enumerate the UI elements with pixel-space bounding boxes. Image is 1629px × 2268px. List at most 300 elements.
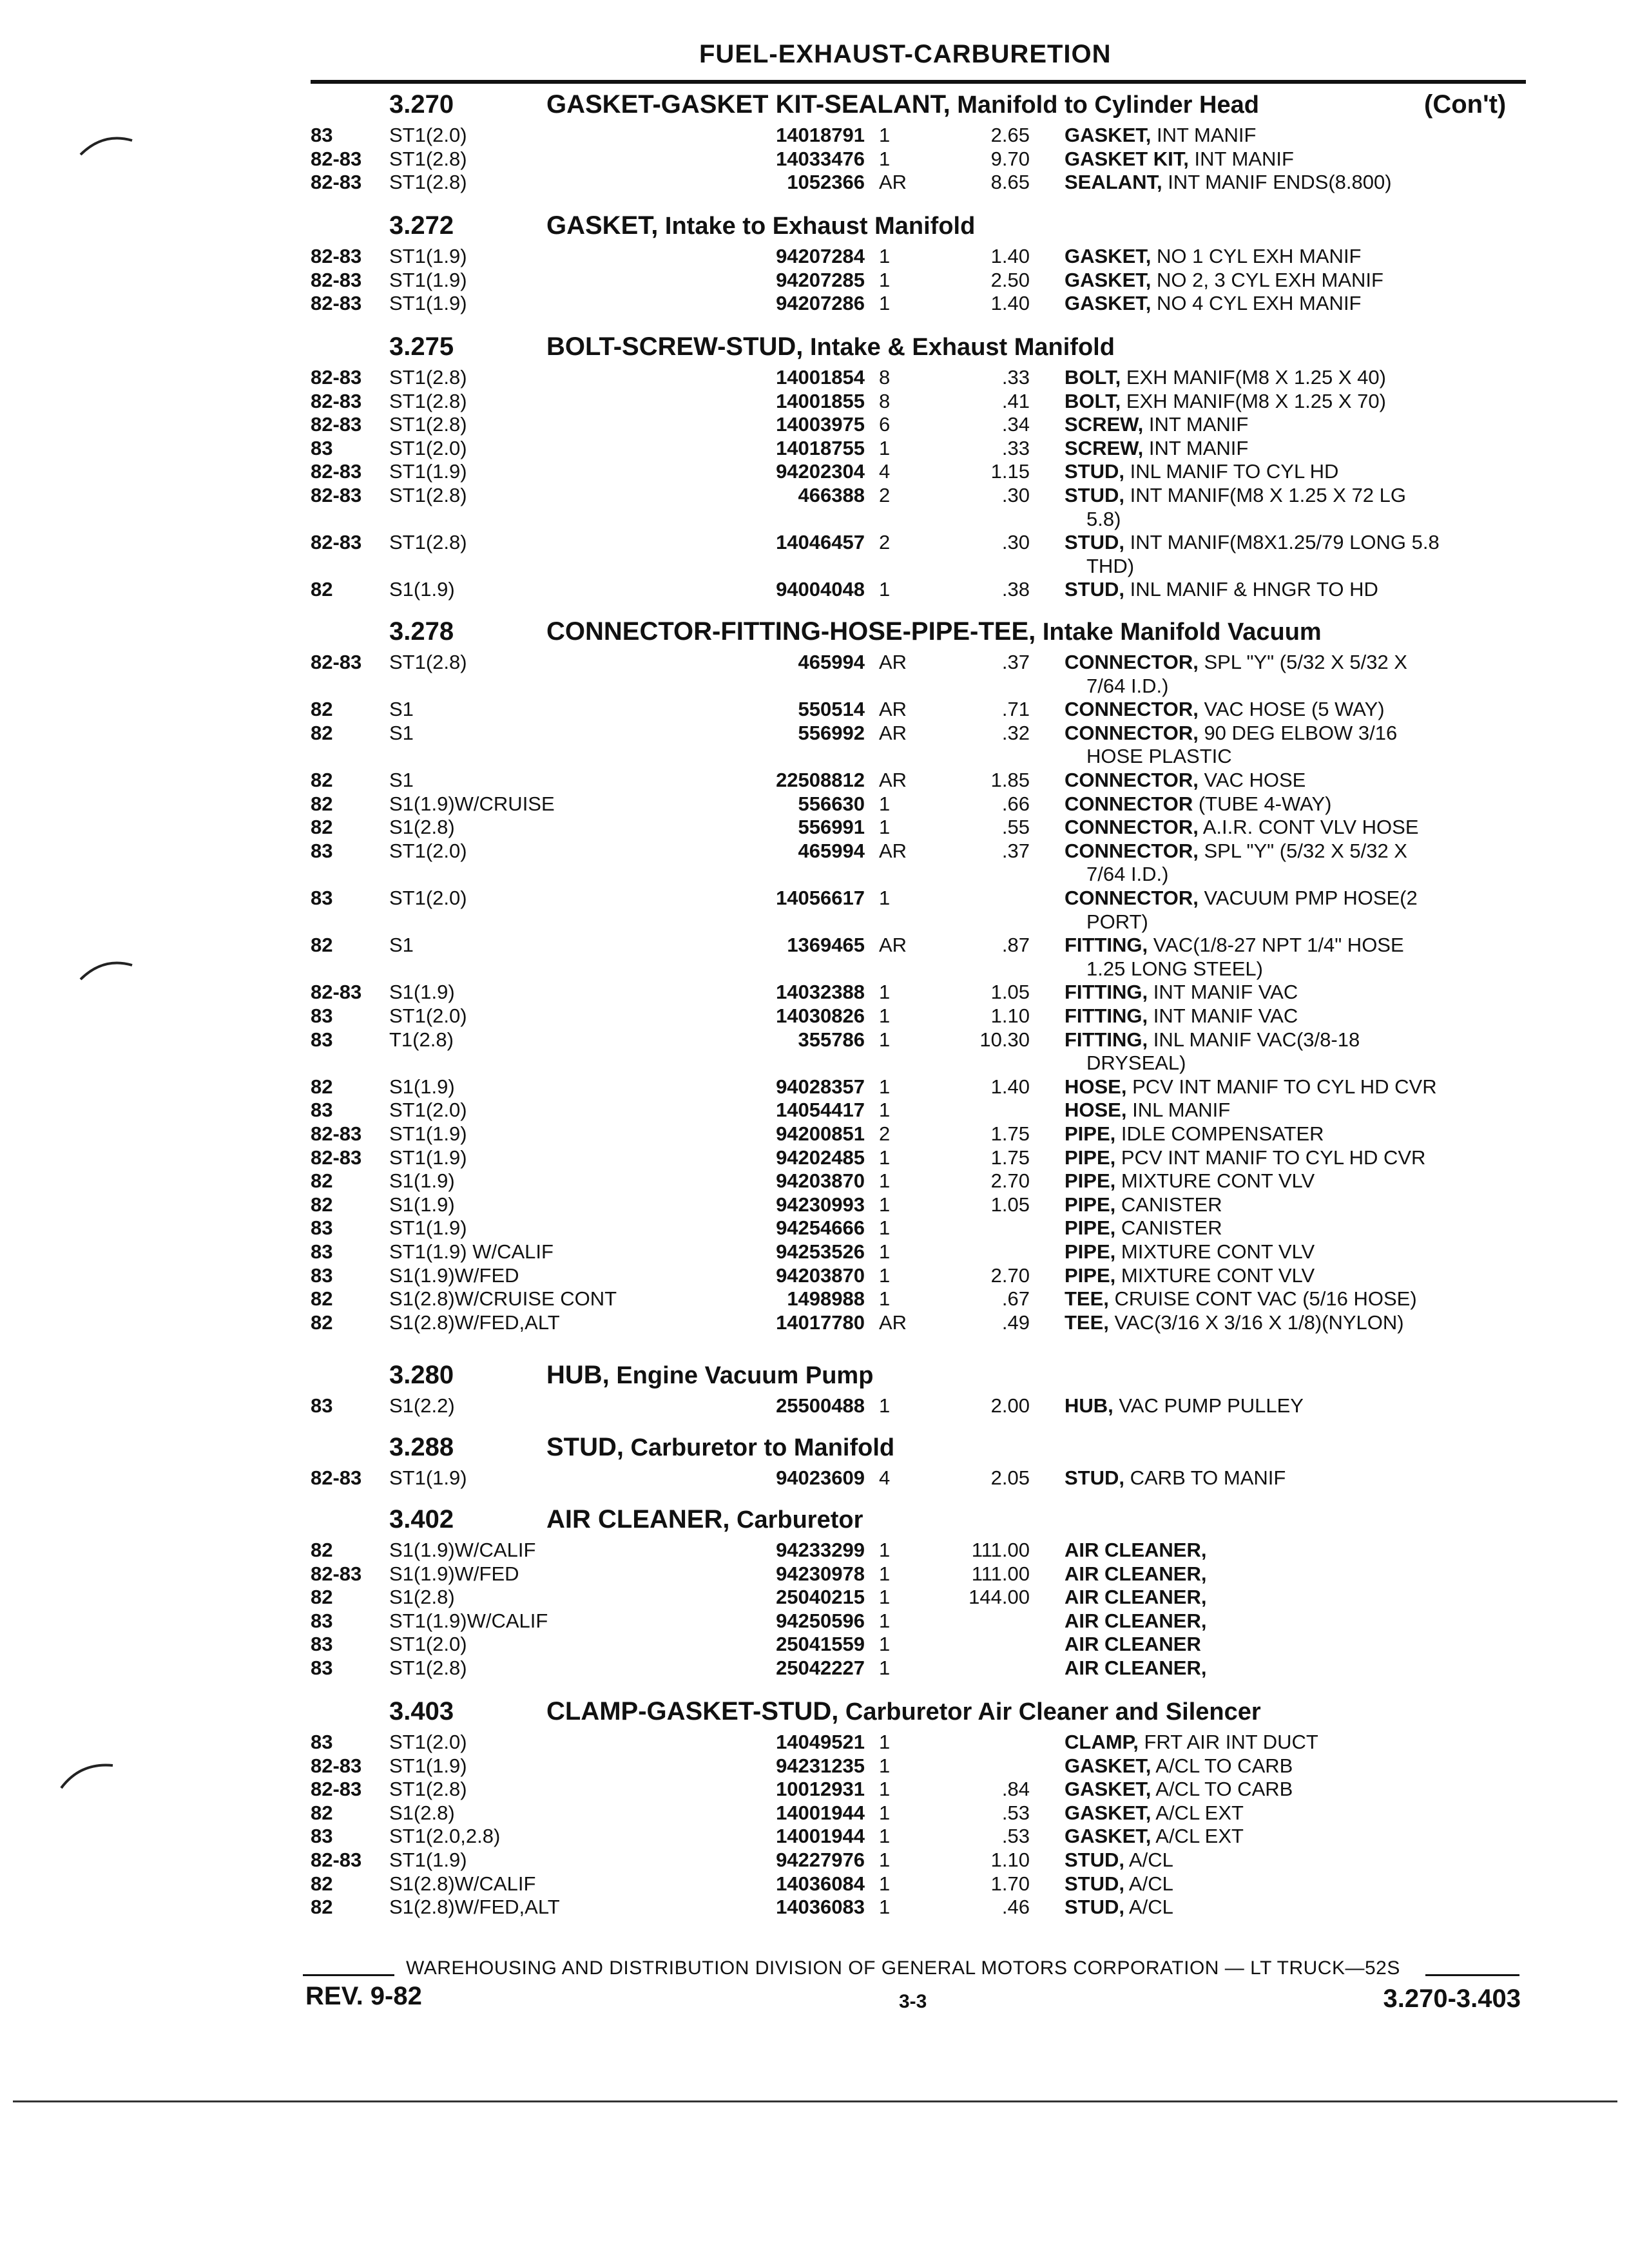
description-keyword: BOLT, — [1065, 366, 1121, 389]
quantity-cell: 1 — [879, 1193, 891, 1216]
model-cell: ST1(2.0) — [389, 1099, 467, 1122]
description-keyword: SCREW, — [1065, 436, 1144, 459]
quantity-cell: 1 — [879, 1778, 891, 1801]
year-cell: 83 — [311, 1216, 333, 1240]
bottom-edge-rule — [13, 2100, 1617, 2102]
part-number-cell: 465994 — [798, 839, 865, 862]
table-row — [0, 1849, 1629, 1872]
description-cell — [1065, 651, 1528, 674]
table-row — [0, 1562, 1629, 1586]
description-cell — [1065, 769, 1528, 792]
price-cell: 10.30 — [979, 1028, 1030, 1051]
model-cell: ST1(1.9)W/CALIF — [389, 1609, 548, 1632]
table-row-continuation — [0, 910, 1629, 934]
description-cell — [1065, 245, 1528, 268]
description-text: NO 4 CYL EXH MANIF — [1151, 292, 1362, 315]
description-text: VAC HOSE (5 WAY) — [1198, 698, 1385, 721]
description-keyword: CONNECTOR, — [1065, 721, 1199, 744]
description-continuation: 7/64 I.D.) — [1086, 863, 1169, 886]
model-cell: S1 — [389, 769, 414, 791]
description-text: A/CL EXT — [1151, 1825, 1244, 1848]
quantity-cell: 1 — [879, 1754, 891, 1777]
model-cell: T1(2.8) — [389, 1028, 454, 1051]
page-header-title: FUEL-EXHAUST-CARBURETION — [699, 40, 1112, 68]
section-title-desc: Carburetor to Manifold — [624, 1434, 895, 1461]
description-text: CARB TO MANIF — [1124, 1466, 1286, 1489]
quantity-cell: 1 — [879, 578, 891, 601]
description-text: INT MANIF ENDS(8.800) — [1162, 171, 1392, 194]
description-keyword: STUD, — [1065, 531, 1124, 554]
table-row — [0, 413, 1629, 436]
model-cell: S1(1.9) — [389, 1169, 455, 1193]
section-number: 3.280 — [389, 1361, 454, 1389]
model-cell: ST1(1.9) — [389, 268, 467, 291]
year-cell: 82-83 — [311, 245, 362, 267]
description-text: INL MANIF — [1126, 1099, 1231, 1122]
price-cell: 2.00 — [990, 1394, 1030, 1417]
description-keyword: TEE, — [1065, 1287, 1109, 1311]
table-row-continuation — [0, 745, 1629, 768]
description-text: A/CL EXT — [1151, 1801, 1244, 1824]
quantity-cell: AR — [879, 839, 907, 862]
description-text: VACUUM PMP HOSE(2 — [1198, 887, 1418, 909]
model-cell: S1 — [389, 698, 414, 721]
model-cell: ST1(2.8) — [389, 651, 467, 673]
section-title-desc: Carburetor — [729, 1506, 863, 1533]
part-number-cell: 14001855 — [776, 389, 865, 412]
description-text: A/CL — [1124, 1872, 1173, 1895]
year-cell: 82 — [311, 1586, 333, 1609]
table-row — [0, 437, 1629, 460]
quantity-cell: 4 — [879, 460, 891, 483]
section-number: 3.403 — [389, 1697, 454, 1725]
section-title-main: CONNECTOR-FITTING-HOSE-PIPE-TEE, — [546, 617, 1036, 646]
price-cell: .84 — [1001, 1778, 1030, 1801]
description-continuation: PORT) — [1086, 910, 1148, 933]
table-row-continuation — [0, 508, 1629, 531]
description-keyword: PIPE, — [1065, 1264, 1116, 1287]
model-cell: ST1(2.0) — [389, 436, 467, 459]
model-cell: ST1(1.9) W/CALIF — [389, 1240, 554, 1263]
description-cell — [1065, 1610, 1528, 1633]
quantity-cell: 1 — [879, 436, 891, 459]
description-text: CRUISE CONT VAC (5/16 HOSE) — [1108, 1287, 1417, 1311]
description-text: INT MANIF VAC — [1148, 981, 1298, 1004]
description-cell — [1065, 793, 1528, 816]
description-text: (TUBE 4-WAY) — [1193, 792, 1332, 815]
model-cell: ST1(2.8) — [389, 1778, 467, 1801]
price-cell: .87 — [1001, 934, 1030, 957]
price-cell: 1.05 — [990, 981, 1030, 1004]
description-text: PCV INT MANIF TO CYL HD CVR — [1126, 1075, 1437, 1098]
table-row — [0, 698, 1629, 721]
description-cell — [1065, 1028, 1528, 1052]
year-cell: 82 — [311, 721, 333, 744]
quantity-cell: 1 — [879, 1169, 891, 1193]
description-text: VAC(1/8-27 NPT 1/4" HOSE — [1148, 934, 1404, 957]
year-cell: 82 — [311, 1193, 333, 1216]
table-row — [0, 245, 1629, 268]
model-cell: S1(1.9)W/CALIF — [389, 1539, 536, 1561]
price-cell: .37 — [1001, 651, 1030, 673]
price-cell: 2.70 — [990, 1169, 1030, 1193]
part-number-cell: 14001944 — [776, 1825, 865, 1848]
quantity-cell: 1 — [879, 1562, 891, 1585]
hole-punch-mark — [77, 954, 135, 986]
part-number-cell: 25500488 — [776, 1394, 865, 1417]
table-row — [0, 1657, 1629, 1680]
section-number: 3.278 — [389, 617, 454, 646]
price-cell: 1.10 — [990, 1849, 1030, 1871]
year-cell: 82 — [311, 698, 333, 721]
description-cell — [1065, 722, 1528, 745]
year-cell: 82-83 — [311, 1778, 362, 1801]
hole-punch-mark — [77, 129, 135, 161]
price-cell: 1.40 — [990, 1075, 1030, 1098]
section-title — [546, 90, 1259, 119]
quantity-cell: 1 — [879, 1004, 891, 1027]
description-keyword: HOSE, — [1065, 1075, 1127, 1098]
year-cell: 82-83 — [311, 413, 362, 436]
year-cell: 82-83 — [311, 292, 362, 315]
table-row — [0, 934, 1629, 957]
quantity-cell: 1 — [879, 1216, 891, 1240]
revision-label: REV. 9-82 — [305, 1982, 422, 2010]
model-cell: ST1(2.8) — [389, 484, 467, 506]
section-title-main: AIR CLEANER, — [546, 1505, 730, 1533]
part-number-cell: 94023609 — [776, 1466, 865, 1489]
table-row — [0, 1586, 1629, 1609]
description-cell — [1065, 1004, 1528, 1028]
description-keyword: AIR CLEANER, — [1065, 1539, 1207, 1561]
description-cell — [1065, 269, 1528, 292]
table-row — [0, 722, 1629, 745]
table-row — [0, 1122, 1629, 1146]
section-title-desc: Intake to Exhaust Manifold — [658, 213, 976, 240]
model-cell: ST1(1.9) — [389, 1216, 467, 1240]
quantity-cell: AR — [879, 171, 907, 194]
year-cell: 82-83 — [311, 1754, 362, 1777]
description-text: INT MANIF — [1143, 413, 1249, 436]
table-row — [0, 148, 1629, 171]
description-cell — [1065, 578, 1528, 601]
part-number-cell: 556630 — [798, 792, 865, 815]
model-cell: ST1(1.9) — [389, 460, 467, 483]
table-row — [0, 390, 1629, 413]
description-cell — [1065, 1849, 1528, 1872]
quantity-cell: 6 — [879, 413, 891, 436]
description-cell — [1065, 1169, 1528, 1193]
quantity-cell: 4 — [879, 1466, 891, 1489]
model-cell: ST1(1.9) — [389, 1146, 467, 1169]
year-cell: 83 — [311, 839, 333, 862]
year-cell: 83 — [311, 1264, 333, 1287]
description-keyword: FITTING, — [1065, 1004, 1148, 1027]
description-cell — [1065, 1633, 1528, 1656]
part-number-cell: 94233299 — [776, 1539, 865, 1561]
section-title-main: STUD, — [546, 1433, 624, 1461]
section-title — [546, 211, 975, 240]
description-cell — [1065, 698, 1528, 721]
year-cell: 82-83 — [311, 147, 362, 170]
price-cell: .30 — [1001, 531, 1030, 554]
description-keyword: PIPE, — [1065, 1193, 1116, 1216]
description-keyword: FITTING, — [1065, 981, 1148, 1004]
description-text: EXH MANIF(M8 X 1.25 X 40) — [1121, 366, 1386, 389]
part-number-cell: 25042227 — [776, 1657, 865, 1679]
quantity-cell: 1 — [879, 1099, 891, 1122]
description-cell — [1065, 1778, 1528, 1801]
quantity-cell: 1 — [879, 816, 891, 839]
part-number-cell: 94254666 — [776, 1216, 865, 1240]
description-cell — [1065, 413, 1528, 436]
part-number-cell: 355786 — [798, 1028, 865, 1051]
section-title — [546, 1361, 873, 1390]
description-text: INL MANIF & HNGR TO HD — [1124, 578, 1378, 601]
price-cell: .34 — [1001, 413, 1030, 436]
quantity-cell: AR — [879, 1311, 907, 1334]
price-cell: .41 — [1001, 389, 1030, 412]
description-cell — [1065, 1193, 1528, 1216]
section-title-desc: Engine Vacuum Pump — [609, 1362, 874, 1389]
description-text: INT MANIF — [1151, 124, 1257, 146]
part-number-cell: 25040215 — [776, 1586, 865, 1609]
year-cell: 83 — [311, 1609, 333, 1632]
part-number-cell: 466388 — [798, 484, 865, 506]
quantity-cell: 1 — [879, 1028, 891, 1051]
table-row — [0, 1099, 1629, 1122]
year-cell: 83 — [311, 1099, 333, 1122]
price-cell: 1.40 — [990, 292, 1030, 315]
description-keyword: PIPE, — [1065, 1122, 1116, 1145]
description-cell — [1065, 1731, 1528, 1754]
description-cell — [1065, 437, 1528, 460]
part-number-cell: 465994 — [798, 651, 865, 673]
description-keyword: GASKET, — [1065, 1825, 1152, 1848]
model-cell: ST1(2.8) — [389, 1657, 467, 1679]
table-row-continuation — [0, 675, 1629, 698]
section-title-main: GASKET-GASKET KIT-SEALANT, — [546, 90, 950, 119]
price-cell: 144.00 — [969, 1586, 1030, 1609]
price-cell: 1.75 — [990, 1146, 1030, 1169]
quantity-cell: AR — [879, 769, 907, 791]
description-keyword: STUD, — [1065, 1466, 1124, 1489]
description-text: A/CL TO CARB — [1151, 1778, 1293, 1801]
part-number-cell: 14003975 — [776, 413, 865, 436]
model-cell: ST1(2.0) — [389, 1633, 467, 1656]
table-row — [0, 1028, 1629, 1052]
description-cell — [1065, 484, 1528, 507]
part-number-cell: 25041559 — [776, 1633, 865, 1656]
footer-rule-right — [1425, 1974, 1519, 1976]
description-keyword: GASKET, — [1065, 292, 1152, 315]
year-cell: 82-83 — [311, 1122, 362, 1145]
year-cell: 83 — [311, 1633, 333, 1656]
description-text: INT MANIF — [1143, 436, 1249, 459]
table-row — [0, 292, 1629, 315]
table-row — [0, 1264, 1629, 1287]
section-title-main: GASKET, — [546, 211, 659, 240]
model-cell: ST1(2.8) — [389, 413, 467, 436]
table-row — [0, 1240, 1629, 1264]
part-number-cell: 94203870 — [776, 1264, 865, 1287]
description-cell — [1065, 1216, 1528, 1240]
table-row — [0, 1146, 1629, 1169]
description-keyword: PIPE, — [1065, 1240, 1116, 1263]
description-text: CANISTER — [1115, 1216, 1222, 1240]
quantity-cell: 1 — [879, 1657, 891, 1679]
description-text: FRT AIR INT DUCT — [1138, 1731, 1318, 1753]
description-cell — [1065, 887, 1528, 910]
quantity-cell: 2 — [879, 484, 891, 506]
quantity-cell: 1 — [879, 292, 891, 315]
description-keyword: STUD, — [1065, 484, 1124, 506]
model-cell: S1(1.9) — [389, 578, 455, 601]
price-cell: .67 — [1001, 1287, 1030, 1311]
description-keyword: SCREW, — [1065, 413, 1144, 436]
description-keyword: CONNECTOR, — [1065, 769, 1199, 791]
year-cell: 82 — [311, 1287, 333, 1311]
price-cell: .55 — [1001, 816, 1030, 839]
description-keyword: FITTING, — [1065, 1028, 1148, 1051]
description-cell — [1065, 1311, 1528, 1334]
description-continuation: DRYSEAL) — [1086, 1052, 1186, 1075]
year-cell: 82-83 — [311, 460, 362, 483]
description-cell — [1065, 1562, 1528, 1586]
description-cell — [1065, 171, 1528, 194]
model-cell: ST1(1.9) — [389, 1849, 467, 1871]
quantity-cell: 1 — [879, 1609, 891, 1632]
part-number-cell: 94028357 — [776, 1075, 865, 1098]
description-cell — [1065, 460, 1528, 483]
description-keyword: GASKET, — [1065, 124, 1152, 146]
year-cell: 83 — [311, 124, 333, 146]
part-number-cell: 14018791 — [776, 124, 865, 146]
description-keyword: AIR CLEANER, — [1065, 1609, 1207, 1632]
description-text: PCV INT MANIF TO CYL HD CVR — [1115, 1146, 1426, 1169]
section-continued: (Con't) — [1424, 90, 1507, 119]
quantity-cell: 1 — [879, 1731, 891, 1753]
part-number-cell: 14018755 — [776, 436, 865, 459]
table-row — [0, 531, 1629, 554]
table-row — [0, 1394, 1629, 1418]
table-row — [0, 1872, 1629, 1896]
section-number: 3.272 — [389, 211, 454, 240]
table-row-continuation — [0, 863, 1629, 886]
price-cell: 1.05 — [990, 1193, 1030, 1216]
section-title-main: HUB, — [546, 1361, 610, 1389]
price-cell: .37 — [1001, 839, 1030, 862]
description-keyword: CONNECTOR, — [1065, 651, 1199, 673]
table-row — [0, 484, 1629, 507]
price-cell: 2.05 — [990, 1466, 1030, 1489]
part-number-cell: 1369465 — [787, 934, 865, 957]
description-keyword: AIR CLEANER, — [1065, 1586, 1207, 1609]
year-cell: 82-83 — [311, 651, 362, 673]
price-cell: .71 — [1001, 698, 1030, 721]
description-cell — [1065, 1754, 1528, 1778]
part-number-cell: 94202304 — [776, 460, 865, 483]
page-number: 3-3 — [899, 1991, 927, 2012]
year-cell: 82 — [311, 934, 333, 957]
part-number-cell: 94203870 — [776, 1169, 865, 1193]
section-number: 3.402 — [389, 1505, 454, 1533]
description-text: INT MANIF(M8 X 1.25 X 72 LG — [1124, 484, 1407, 506]
description-text: VAC(3/16 X 3/16 X 1/8)(NYLON) — [1108, 1311, 1404, 1334]
description-text: SPL "Y" (5/32 X 5/32 X — [1198, 651, 1407, 673]
price-cell: 8.65 — [990, 171, 1030, 194]
year-cell: 83 — [311, 1004, 333, 1027]
description-keyword: GASKET, — [1065, 1801, 1152, 1824]
description-keyword: CLAMP, — [1065, 1731, 1139, 1753]
quantity-cell: 1 — [879, 1872, 891, 1895]
part-number-cell: 94230993 — [776, 1193, 865, 1216]
part-number-cell: 94200851 — [776, 1122, 865, 1145]
model-cell: ST1(2.0) — [389, 839, 467, 862]
table-row — [0, 1311, 1629, 1334]
description-keyword: STUD, — [1065, 1896, 1124, 1919]
description-text: A/CL TO CARB — [1151, 1754, 1293, 1777]
year-cell: 82 — [311, 1896, 333, 1919]
price-cell: 1.10 — [990, 1004, 1030, 1027]
part-number-cell: 22508812 — [776, 769, 865, 791]
description-keyword: CONNECTOR, — [1065, 698, 1199, 721]
description-keyword: CONNECTOR, — [1065, 816, 1199, 839]
table-row — [0, 793, 1629, 816]
year-cell: 82-83 — [311, 981, 362, 1004]
description-cell — [1065, 1896, 1528, 1919]
price-cell: .33 — [1001, 366, 1030, 389]
footer-division-text: WAREHOUSING AND DISTRIBUTION DIVISION OF GENERAL MOTORS CORPORATION — LT TRUCK—52S — [406, 1957, 1400, 1979]
quantity-cell: 1 — [879, 981, 891, 1004]
quantity-cell: 1 — [879, 1801, 891, 1824]
description-keyword: PIPE, — [1065, 1169, 1116, 1193]
part-number-cell: 550514 — [798, 698, 865, 721]
description-keyword: PIPE, — [1065, 1216, 1116, 1240]
model-cell: S1(2.8) — [389, 1586, 455, 1609]
part-number-cell: 556991 — [798, 816, 865, 839]
description-keyword: GASKET KIT, — [1065, 147, 1189, 170]
model-cell: S1(1.9) — [389, 1075, 455, 1098]
quantity-cell: 1 — [879, 1264, 891, 1287]
table-row — [0, 1193, 1629, 1216]
model-cell: S1(2.8) — [389, 1801, 455, 1824]
model-cell: ST1(1.9) — [389, 1466, 467, 1489]
table-row — [0, 1896, 1629, 1919]
model-cell: ST1(1.9) — [389, 1754, 467, 1777]
section-title-main: BOLT-SCREW-STUD, — [546, 332, 804, 361]
model-cell: ST1(1.9) — [389, 245, 467, 267]
model-cell: S1(2.8)W/FED,ALT — [389, 1896, 560, 1919]
year-cell: 82-83 — [311, 389, 362, 412]
quantity-cell: 1 — [879, 245, 891, 267]
description-continuation: THD) — [1086, 554, 1135, 577]
description-text: VAC HOSE — [1198, 769, 1306, 791]
quantity-cell: 2 — [879, 1122, 891, 1145]
table-row — [0, 124, 1629, 147]
table-row — [0, 1825, 1629, 1848]
model-cell: S1(2.2) — [389, 1394, 455, 1417]
model-cell: S1 — [389, 721, 414, 744]
part-number-cell: 14036083 — [776, 1896, 865, 1919]
description-keyword: GASKET, — [1065, 245, 1152, 267]
model-cell: S1(2.8)W/FED,ALT — [389, 1311, 560, 1334]
description-text: SPL "Y" (5/32 X 5/32 X — [1198, 839, 1407, 862]
quantity-cell: 2 — [879, 531, 891, 554]
year-cell: 82-83 — [311, 171, 362, 194]
quantity-cell: 1 — [879, 792, 891, 815]
quantity-cell: 1 — [879, 1394, 891, 1417]
